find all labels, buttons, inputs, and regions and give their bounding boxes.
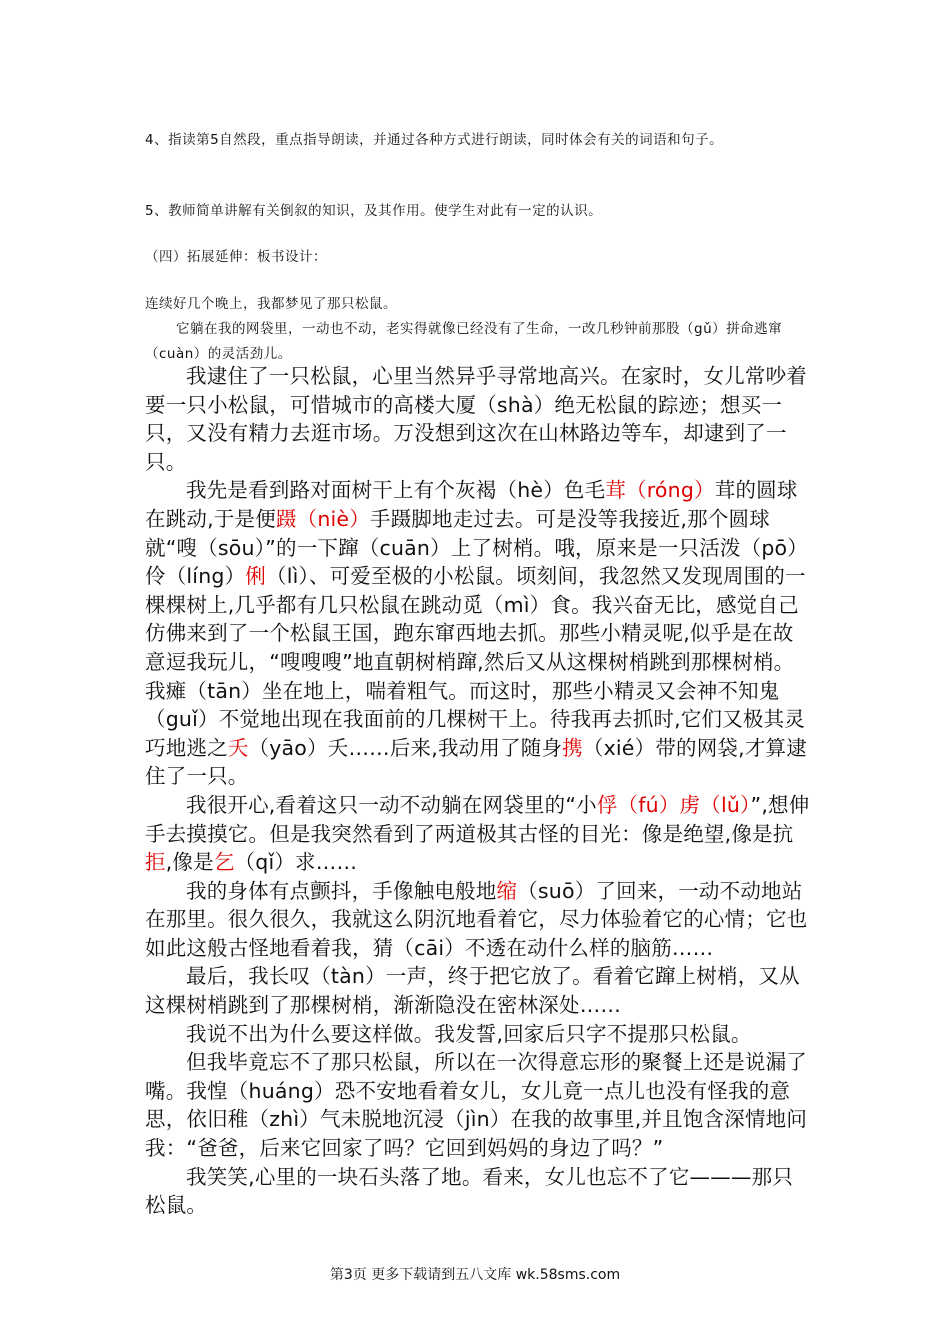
teaching-step-5: 5、教师简单讲解有关倒叙的知识，及其作用。使学生对此有一定的认识。 (145, 203, 603, 219)
paragraph-8: 我笑笑,心里的一块石头落了地。看来，女儿也忘不了它———那只松鼠。 (145, 1164, 794, 1218)
paragraph-6: 我说不出为什么要这样做。我发誓,回家后只字不提那只松鼠。 (186, 1021, 752, 1046)
paragraph-1: 我逮住了一只松鼠，心里当然异乎寻常地高兴。在家时，女儿常吵着要一只小松鼠，可惜城市的高楼大厦（shà）绝无松鼠的踪迹；想买一只，又没有精力去逛市场。万没想到这次在山林路边等车，却逮到了一只。 (145, 364, 807, 474)
paragraph-5: 最后，我长叹（tàn）一声，终于把它放了。看着它蹿上树梢，又从这棵树梢跳到了那棵树梢，渐渐隐没在密林深处…… (145, 964, 800, 1018)
teaching-step-4: 4、指读第5自然段，重点指导朗读，并通过各种方式进行朗读，同时体会有关的词语和句子。 (145, 132, 724, 148)
story-intro-line: 连续好几个晚上，我都梦见了那只松鼠。 (145, 296, 397, 312)
paragraph-2: 我先是看到路对面树干上有个灰褐（hè）色毛茸（róng）茸的圆球在跳动,于是便蹑（niè）手蹑脚地走过去。可是没等我接近,那个圆球就“嗖（sōu）”的一下蹿（cuān）上了树梢。哦，原来是一只活泼（pō）伶（líng）俐（lì）、可爱至极的小松鼠。顷刻间，我忽然又发现周围的一棵棵树上,几乎都有几只松鼠在跳动觅（mì）食。我兴奋无比，感觉自己仿佛来到了一个松鼠王国，跑东窜西地去抓。那些小精灵呢,似乎是在故意逗我玩儿，“嗖嗖嗖”地直朝树梢蹿,然后又从这棵树梢跳到那棵树梢。我瘫（tān）坐在地上，喘着粗气。而这时，那些小精灵又会神不知鬼（guǐ）不觉地出现在我面前的几棵树干上。待我再去抓时,它们又极其灵巧地逃之夭（yāo）夭……后来,我动用了随身携（xié）带的网袋,才算逮住了一只。 (145, 478, 808, 789)
page-footer: 第3页 更多下载请到五八文库 wk.58sms.com (329, 1267, 621, 1283)
story-intro-paragraph: 它躺在我的网袋里，一动也不动，老实得就像已经没有了生命，一改几秒钟前那股（gǔ）拼命逃窜（cuàn）的灵活劲儿。 (145, 321, 783, 362)
story-body (145, 362, 813, 1220)
section-heading-extension: （四）拓展延伸：板书设计： (145, 249, 327, 265)
paragraph-3: 我很开心,看着这只一动不动躺在网袋里的“小俘（fú）虏（lǔ）”,想伸手去摸摸它。但是我突然看到了两道极其古怪的目光：像是绝望,像是抗拒,像是乞（qǐ）求…… (145, 792, 810, 875)
paragraph-4: 我的身体有点颤抖，手像触电般地缩（suō）了回来，一动不动地站在那里。很久很久，我就这么阴沉地看着它，尽力体验着它的心情；它也如此这般古怪地看着我，猜（cāi）不透在动什么样的脑筋…… (145, 878, 808, 960)
paragraph-7: 但我毕竟忘不了那只松鼠，所以在一次得意忘形的聚餐上还是说漏了嘴。我惶（huáng）恐不安地看着女儿，女儿竟一点儿也没有怪我的意思，依旧稚（zhì）气未脱地沉浸（jìn）在我的故事里,并且饱含深情地问我：“爸爸，后来它回家了吗？它回到妈妈的身边了吗？” (145, 1050, 808, 1161)
